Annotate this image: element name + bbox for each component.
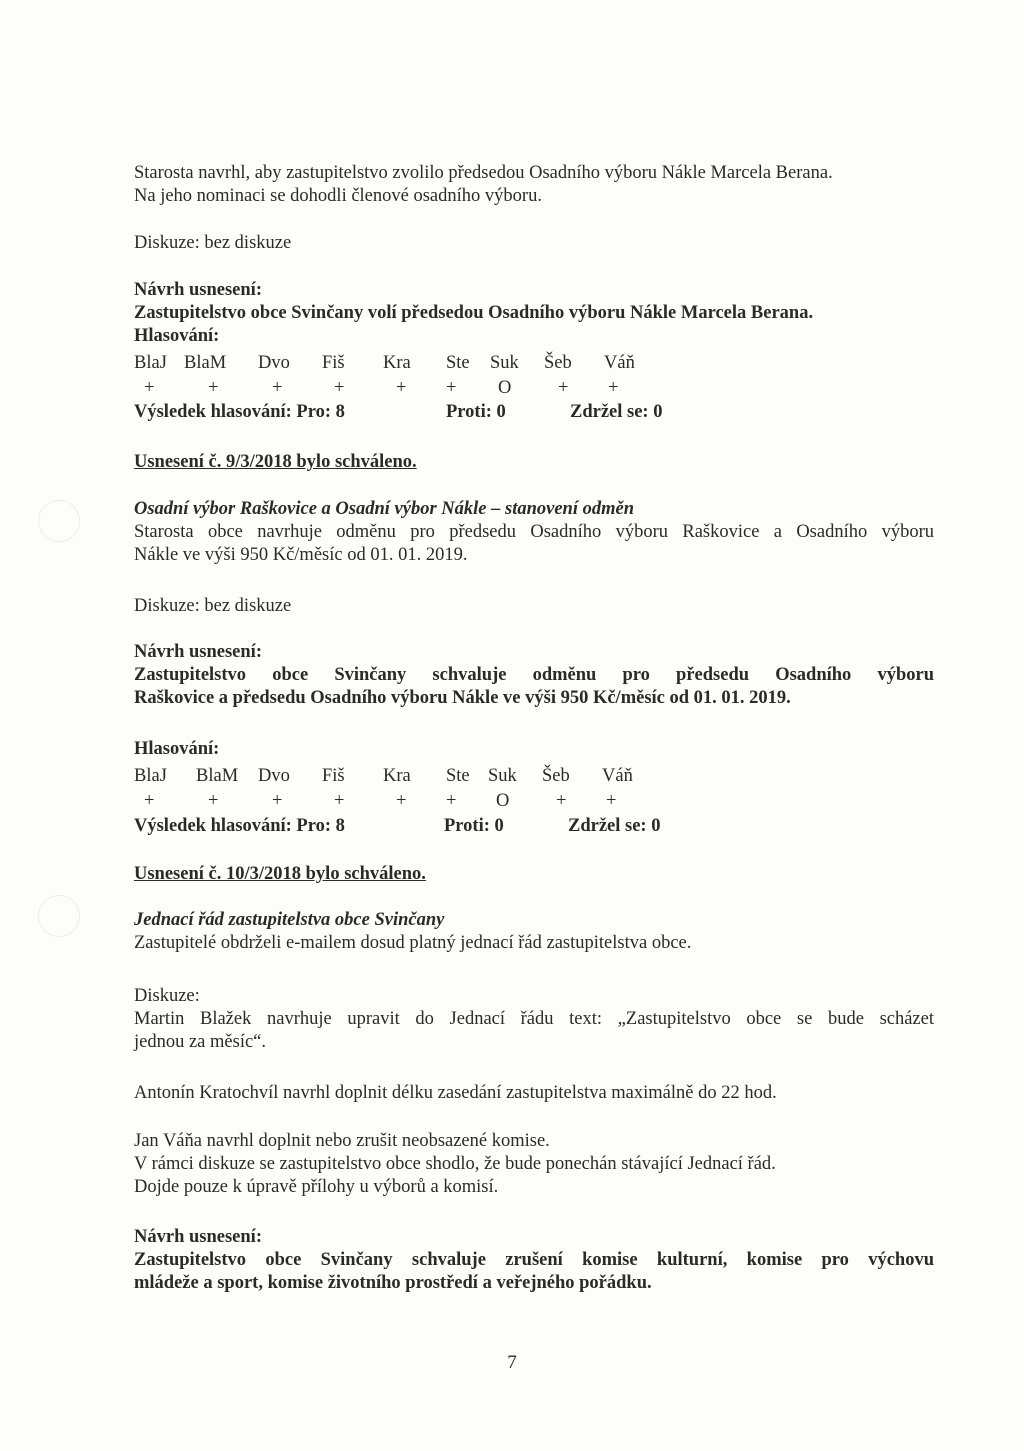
vote-heading: Hlasování: (134, 326, 220, 346)
discussion-1: Diskuze: bez diskuze (134, 233, 292, 253)
vote-value: + (558, 378, 569, 398)
resolution-1: Usnesení č. 9/3/2018 bylo schváleno. (134, 452, 417, 472)
proposal-heading: Návrh usnesení: (134, 642, 262, 662)
vote-value: O (496, 791, 510, 811)
proposal-heading: Návrh usnesení: (134, 280, 262, 300)
member-name: Kra (383, 353, 411, 373)
discussion-text-line: Jan Váňa navrhl doplnit nebo zrušit neobsazené komise. (134, 1131, 550, 1151)
member-name: BlaM (196, 766, 239, 786)
vote-value: + (334, 378, 345, 398)
intro-line: Na jeho nominaci se dohodli členové osadního výboru. (134, 186, 542, 206)
vote-heading: Hlasování: (134, 739, 220, 759)
discussion-text-line: jednou za měsíc“. (134, 1032, 267, 1052)
member-name: BlaJ (134, 353, 167, 373)
vote-result-against: Proti: 0 (446, 402, 506, 422)
discussion-text-line: Dojde pouze k úpravě přílohy u výborů a komisí. (134, 1177, 499, 1197)
member-name: Šeb (544, 353, 572, 373)
proposal-text: Zastupitelstvo obce Svinčany volí předsedou Osadního výboru Nákle Marcela Berana. (134, 303, 814, 323)
proposal-heading: Návrh usnesení: (134, 1227, 262, 1247)
vote-result-for: Výsledek hlasování: Pro: 8 (134, 402, 345, 422)
proposal-text-line: Zastupitelstvo obce Svinčany schvaluje zrušení komise kulturní, komise pro výchovu (134, 1250, 934, 1270)
vote-value: + (144, 378, 155, 398)
vote-result-abstain: Zdržel se: 0 (570, 402, 663, 422)
vote-result-against: Proti: 0 (444, 816, 504, 836)
section-text-line: Starosta obce navrhuje odměnu pro předsedu Osadního výboru Raškovice a Osadního výboru (134, 522, 934, 542)
proposal-text-line: Raškovice a předsedu Osadního výboru Nákle ve výši 950 Kč/měsíc od 01. 01. 2019. (134, 688, 791, 708)
member-name: Fiš (322, 766, 345, 786)
member-name: Ste (446, 766, 470, 786)
proposal-3 (134, 1226, 934, 1295)
vote-value: + (396, 791, 407, 811)
vote-value: + (606, 791, 617, 811)
vote-value: + (446, 378, 457, 398)
vote-value: + (446, 791, 457, 811)
vote-value: + (208, 791, 219, 811)
discussion-text-line: V rámci diskuze se zastupitelstvo obce shodlo, že bude ponechán stávající Jednací řád. (134, 1154, 776, 1174)
section-title: Osadní výbor Raškovice a Osadní výbor Nákle – stanovení odměn (134, 499, 634, 519)
section-title: Jednací řád zastupitelstva obce Svinčany (134, 910, 445, 930)
discussion-2: Diskuze: bez diskuze (134, 596, 292, 616)
member-name: Šeb (542, 766, 570, 786)
member-name: Kra (383, 766, 411, 786)
resolution-2: Usnesení č. 10/3/2018 bylo schváleno. (134, 864, 426, 884)
discussion-3 (134, 985, 934, 1054)
discussion-label: Diskuze: (134, 986, 200, 1006)
member-name: Suk (488, 766, 517, 786)
member-name: BlaM (184, 353, 227, 373)
member-name: Váň (602, 766, 633, 786)
intro-paragraph (134, 162, 934, 208)
intro-line: Starosta navrhl, aby zastupitelstvo zvolilo předsedou Osadního výboru Nákle Marcela Berana. (134, 163, 833, 183)
vote-value: + (334, 791, 345, 811)
vote-value: + (608, 378, 619, 398)
vote-value: O (498, 378, 512, 398)
section-text-line: Zastupitelé obdrželi e-mailem dosud platný jednací řád zastupitelstva obce. (134, 933, 692, 953)
discussion-paragraph: Antonín Kratochvíl navrhl doplnit délku zasedání zastupitelstva maximálně do 22 hod. (134, 1083, 777, 1103)
member-name: Váň (604, 353, 635, 373)
member-name: Dvo (258, 353, 290, 373)
vote-value: + (272, 378, 283, 398)
vote-result-for: Výsledek hlasování: Pro: 8 (134, 816, 345, 836)
discussion-text-line: Martin Blažek navrhuje upravit do Jednací řádu text: „Zastupitelstvo obce se bude scházet (134, 1009, 934, 1029)
punch-hole-mark (38, 500, 80, 542)
member-name: Suk (490, 353, 519, 373)
member-name: Fiš (322, 353, 345, 373)
section-3 (134, 909, 934, 955)
punch-hole-mark (38, 895, 80, 937)
member-name: BlaJ (134, 766, 167, 786)
vote-value: + (272, 791, 283, 811)
section-text-line: Nákle ve výši 950 Kč/měsíc od 01. 01. 2019. (134, 545, 468, 565)
vote-value: + (144, 791, 155, 811)
discussion-paragraph (134, 1130, 934, 1199)
section-2 (134, 498, 934, 567)
page-number: 7 (507, 1352, 517, 1373)
vote-value: + (396, 378, 407, 398)
vote-value: + (556, 791, 567, 811)
member-name: Dvo (258, 766, 290, 786)
vote-value: + (208, 378, 219, 398)
proposal-text-line: mládeže a sport, komise životního prostředí a veřejného pořádku. (134, 1273, 652, 1293)
member-name: Ste (446, 353, 470, 373)
proposal-text-line: Zastupitelstvo obce Svinčany schvaluje odměnu pro předsedu Osadního výboru (134, 665, 934, 685)
proposal-1 (134, 279, 934, 348)
proposal-2 (134, 641, 934, 710)
vote-result-abstain: Zdržel se: 0 (568, 816, 661, 836)
